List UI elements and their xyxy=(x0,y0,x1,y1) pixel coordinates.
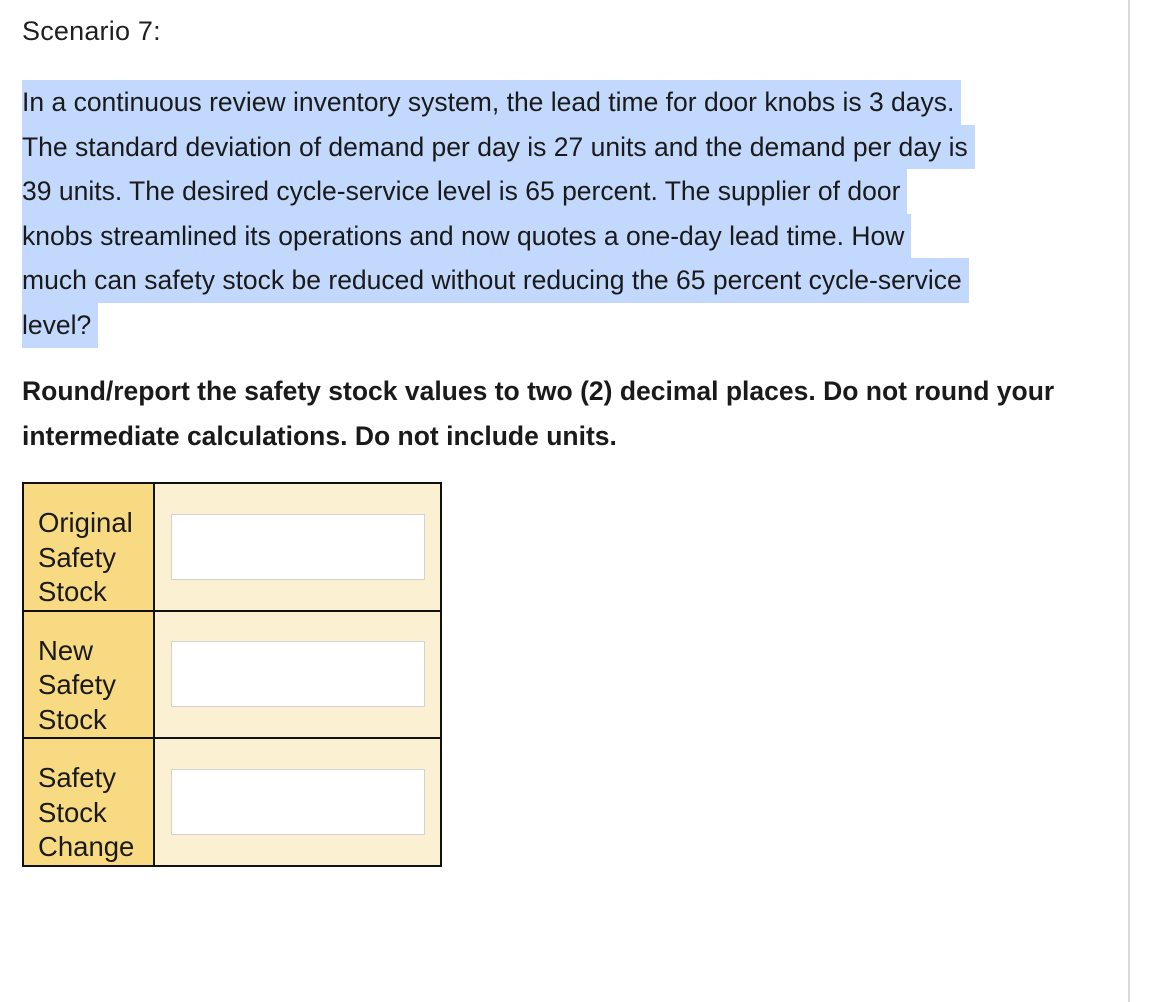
question-line: In a continuous review inventory system, the lead time for door knobs is 3 days. xyxy=(22,80,961,125)
scenario-title: Scenario 7: xyxy=(22,16,161,46)
table-row xyxy=(23,611,441,739)
row-label-safety-stock-change xyxy=(23,738,154,866)
question-line: level? xyxy=(22,303,98,348)
page-right-border xyxy=(1128,0,1130,1002)
input-cell xyxy=(154,611,441,739)
table-row xyxy=(23,738,441,866)
row-label-text: New Safety Stock xyxy=(38,634,116,735)
question-line: The standard deviation of demand per day is 27 units and the demand per day is xyxy=(22,125,975,170)
row-label-text: Safety Stock Change xyxy=(38,762,135,862)
original-safety-stock-input[interactable] xyxy=(171,514,425,580)
input-cell xyxy=(154,738,441,866)
row-label-text: Original Safety Stock xyxy=(38,507,133,607)
row-label-new-safety-stock xyxy=(23,611,154,739)
table-row xyxy=(23,483,441,611)
rounding-instructions: Round/report the safety stock values to two (2) decimal places. Do not round your intermediate calculations. Do not include units. xyxy=(22,376,1055,451)
question-text xyxy=(22,80,975,348)
safety-stock-change-input[interactable] xyxy=(171,769,425,835)
question-line: much can safety stock be reduced without reducing the 65 percent cycle-service xyxy=(22,258,969,303)
answer-table xyxy=(22,482,442,867)
new-safety-stock-input[interactable] xyxy=(171,641,425,707)
input-cell xyxy=(154,483,441,611)
question-line: knobs streamlined its operations and now quotes a one-day lead time. How xyxy=(22,214,911,259)
row-label-original-safety-stock xyxy=(23,483,154,611)
question-line: 39 units. The desired cycle-service level is 65 percent. The supplier of door xyxy=(22,169,907,214)
